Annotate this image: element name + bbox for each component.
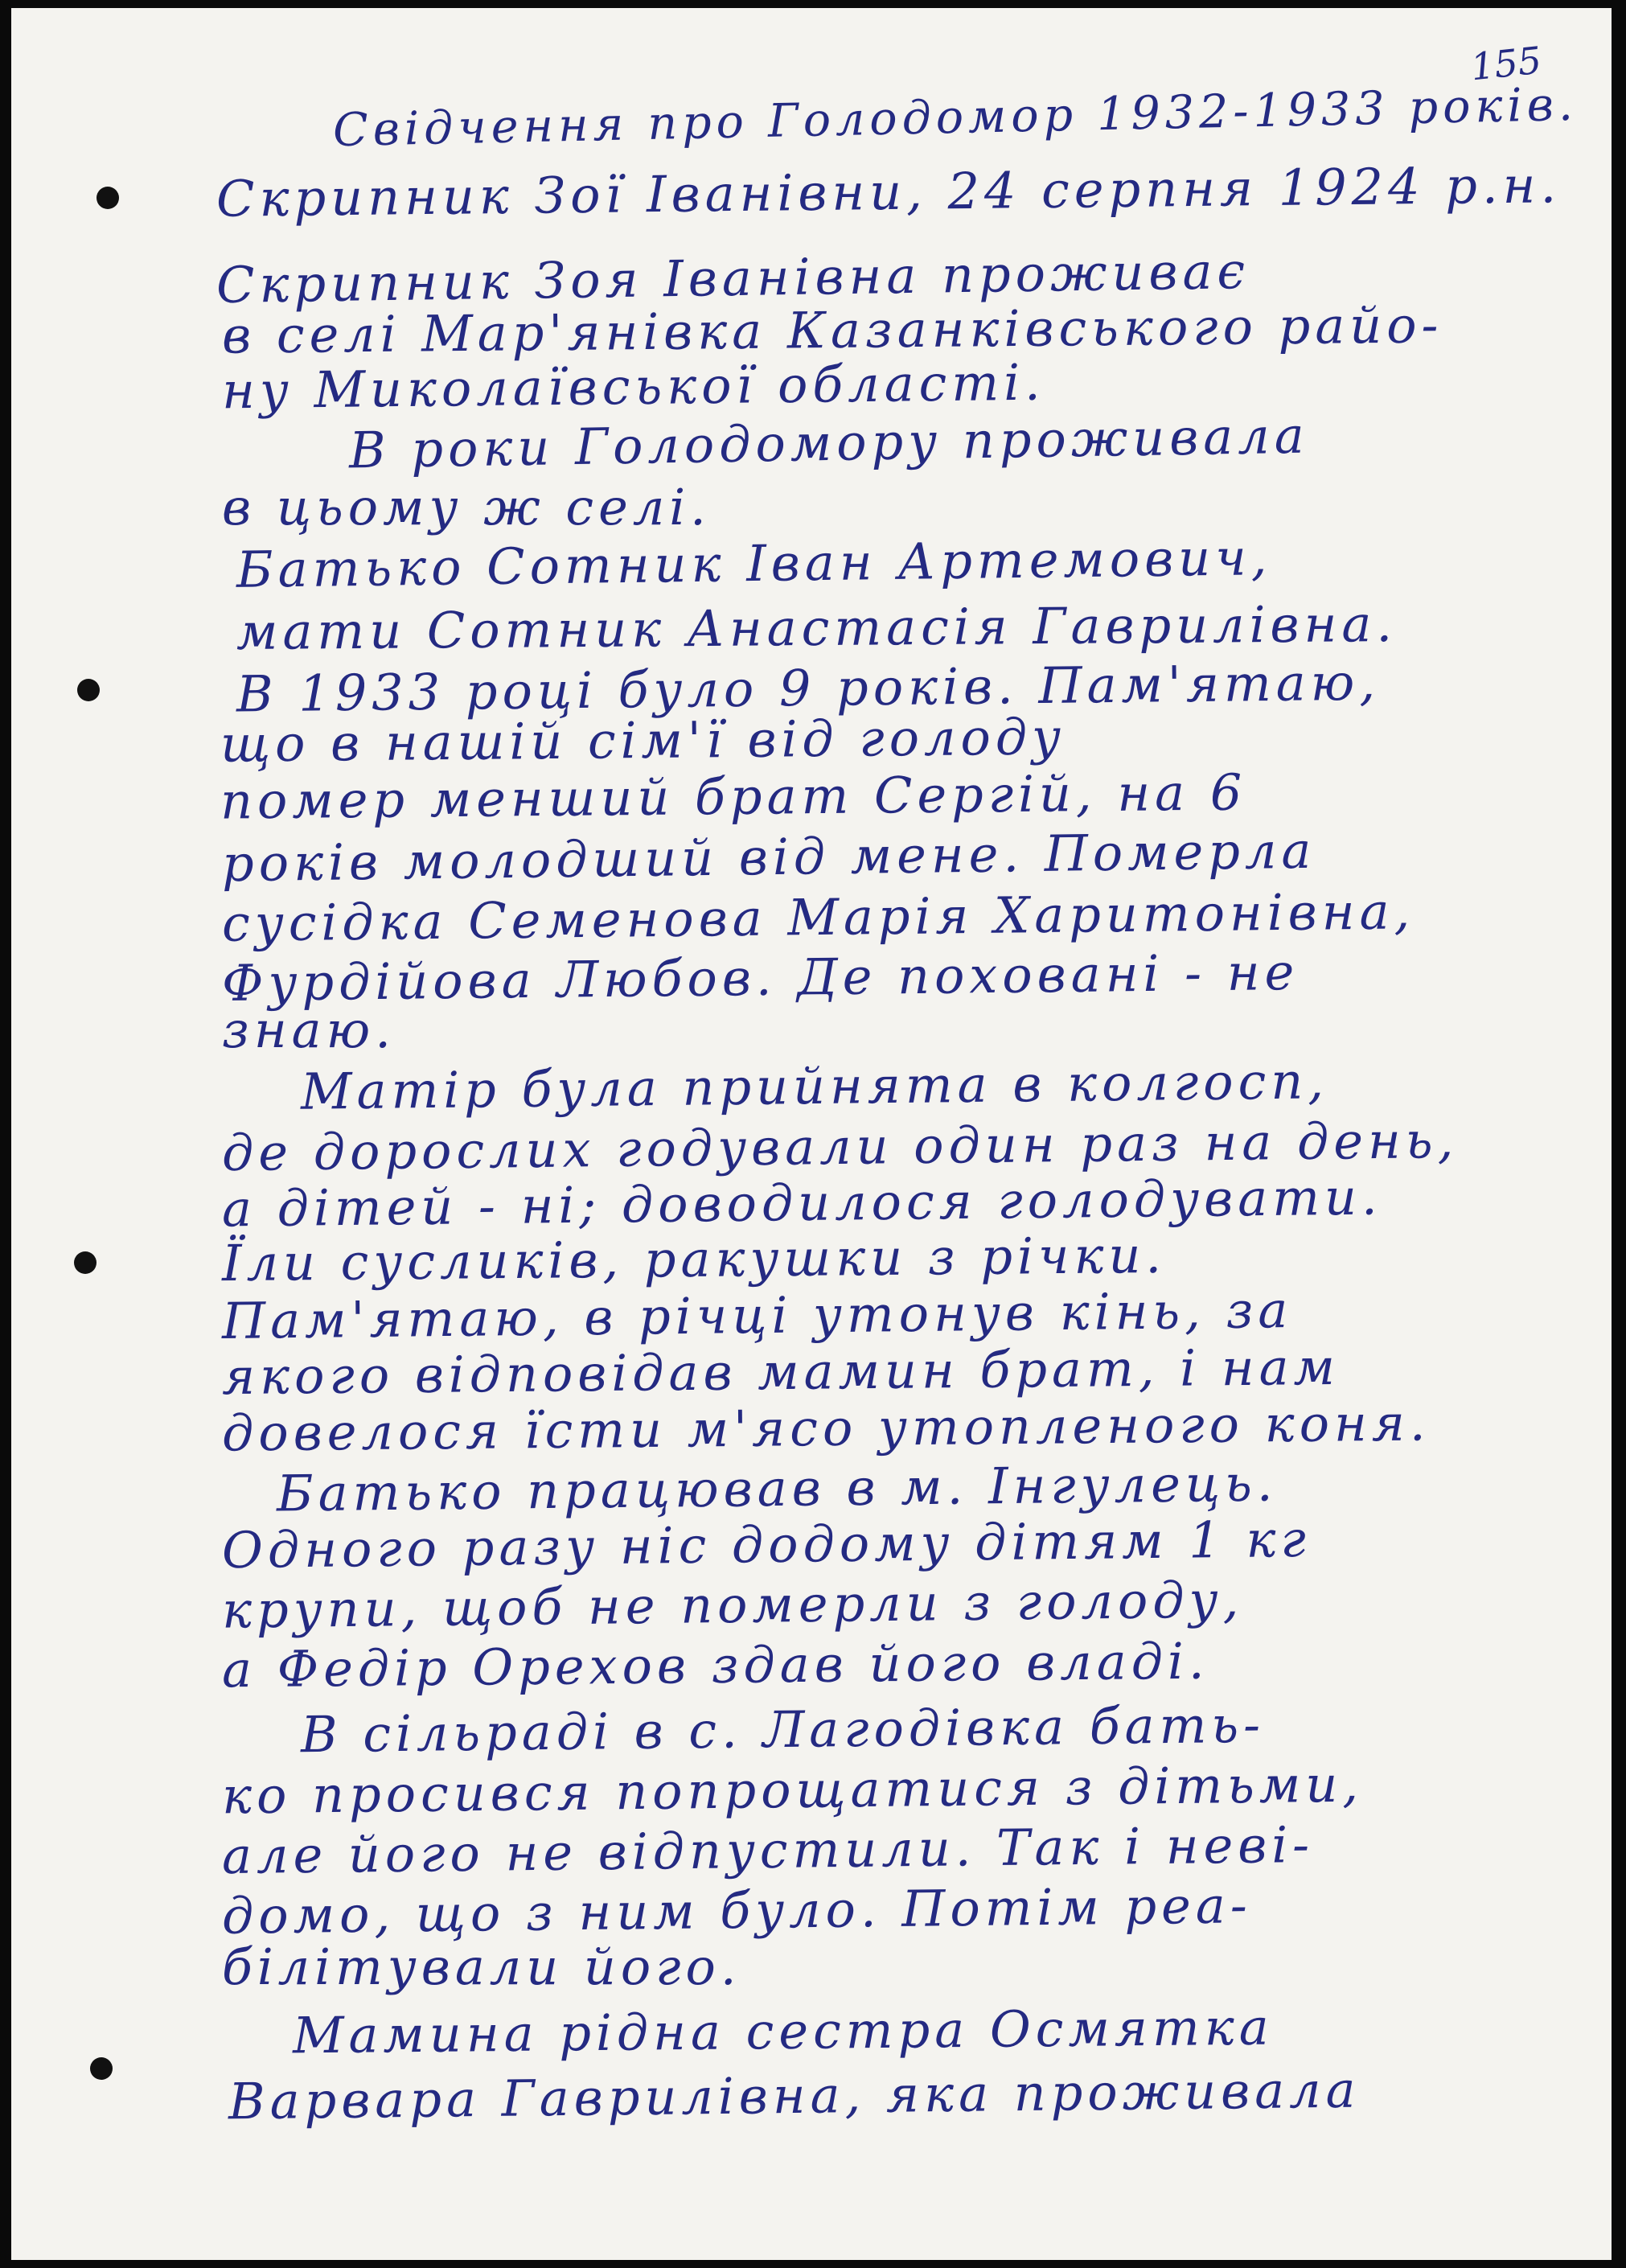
text-line: Фурдійова Любов. Де поховані - не bbox=[221, 942, 1300, 1013]
text-line: але його не відпустили. Так і неві- bbox=[221, 1814, 1315, 1886]
text-line: ко просився попрощатися з дітьми, bbox=[221, 1754, 1364, 1826]
punch-hole bbox=[96, 187, 119, 209]
text-line: В сільраді в с. Лагодівка бать- bbox=[300, 1695, 1266, 1765]
text-line: Мамина рідна сестра Осмятка bbox=[292, 1997, 1274, 2065]
subtitle-line: Скрипник Зої Іванівни, 24 серпня 1924 р.н. bbox=[216, 155, 1562, 228]
handwritten-page bbox=[11, 8, 1612, 2260]
text-line: білітували його. bbox=[222, 1937, 741, 1996]
text-line: Варвара Гаврилівна, яка проживала bbox=[228, 2060, 1361, 2131]
text-line: де дорослих годували один раз на день, bbox=[221, 1110, 1459, 1183]
text-line: мати Сотник Анастасія Гаврилівна. bbox=[236, 594, 1398, 662]
text-line: Батько Сотник Іван Артемович, bbox=[236, 528, 1272, 599]
text-line: Матір була прийнята в колгосп, bbox=[300, 1051, 1329, 1121]
text-line: Їли сусликів, ракушки з річки. bbox=[221, 1225, 1167, 1293]
text-line: В 1933 році було 9 років. Пам'ятаю, bbox=[236, 652, 1381, 724]
punch-hole bbox=[74, 1251, 96, 1274]
text-line: в цьому ж селі. bbox=[222, 478, 711, 536]
text-line: Одного разу ніс додому дітям 1 кг bbox=[221, 1509, 1312, 1580]
text-line: що в нашій сім'ї від голоду bbox=[220, 707, 1066, 774]
title-line: Свідчення про Голодомор 1932-1933 років. bbox=[332, 77, 1579, 158]
punch-hole bbox=[90, 2057, 113, 2080]
text-line: якого відповідав мамин брат, і нам bbox=[221, 1337, 1341, 1407]
text-line: Батько працював в м. Інгулець. bbox=[276, 1453, 1278, 1523]
page-number: 155 bbox=[1468, 38, 1544, 89]
text-line: а Федір Орехов здав його владі. bbox=[221, 1631, 1209, 1699]
text-line: домо, що з ним було. Потім реа- bbox=[221, 1876, 1253, 1945]
text-line: Скрипник Зоя Іванівна проживає bbox=[216, 241, 1250, 314]
punch-hole bbox=[77, 679, 100, 701]
text-line: років молодший від мене. Померла bbox=[221, 820, 1316, 894]
text-line: а дітей - ні; доводилося голодувати. bbox=[221, 1167, 1382, 1239]
text-line: помер менший брат Сергій, на 6 bbox=[220, 762, 1247, 831]
text-line: сусідка Семенова Марія Харитонівна, bbox=[221, 881, 1415, 953]
text-line: знаю. bbox=[222, 1000, 396, 1059]
text-line: крупи, щоб не померли з голоду, bbox=[221, 1570, 1244, 1640]
text-line: Пам'ятаю, в річці утонув кінь, за bbox=[221, 1280, 1293, 1350]
text-line: ну Миколаївської області. bbox=[221, 352, 1046, 421]
text-line: довелося їсти м'ясо утопленого коня. bbox=[221, 1393, 1431, 1463]
text-line: В роки Голодомору проживала bbox=[348, 405, 1310, 480]
text-line: в селі Мар'янівка Казанківського райо- bbox=[221, 295, 1443, 365]
